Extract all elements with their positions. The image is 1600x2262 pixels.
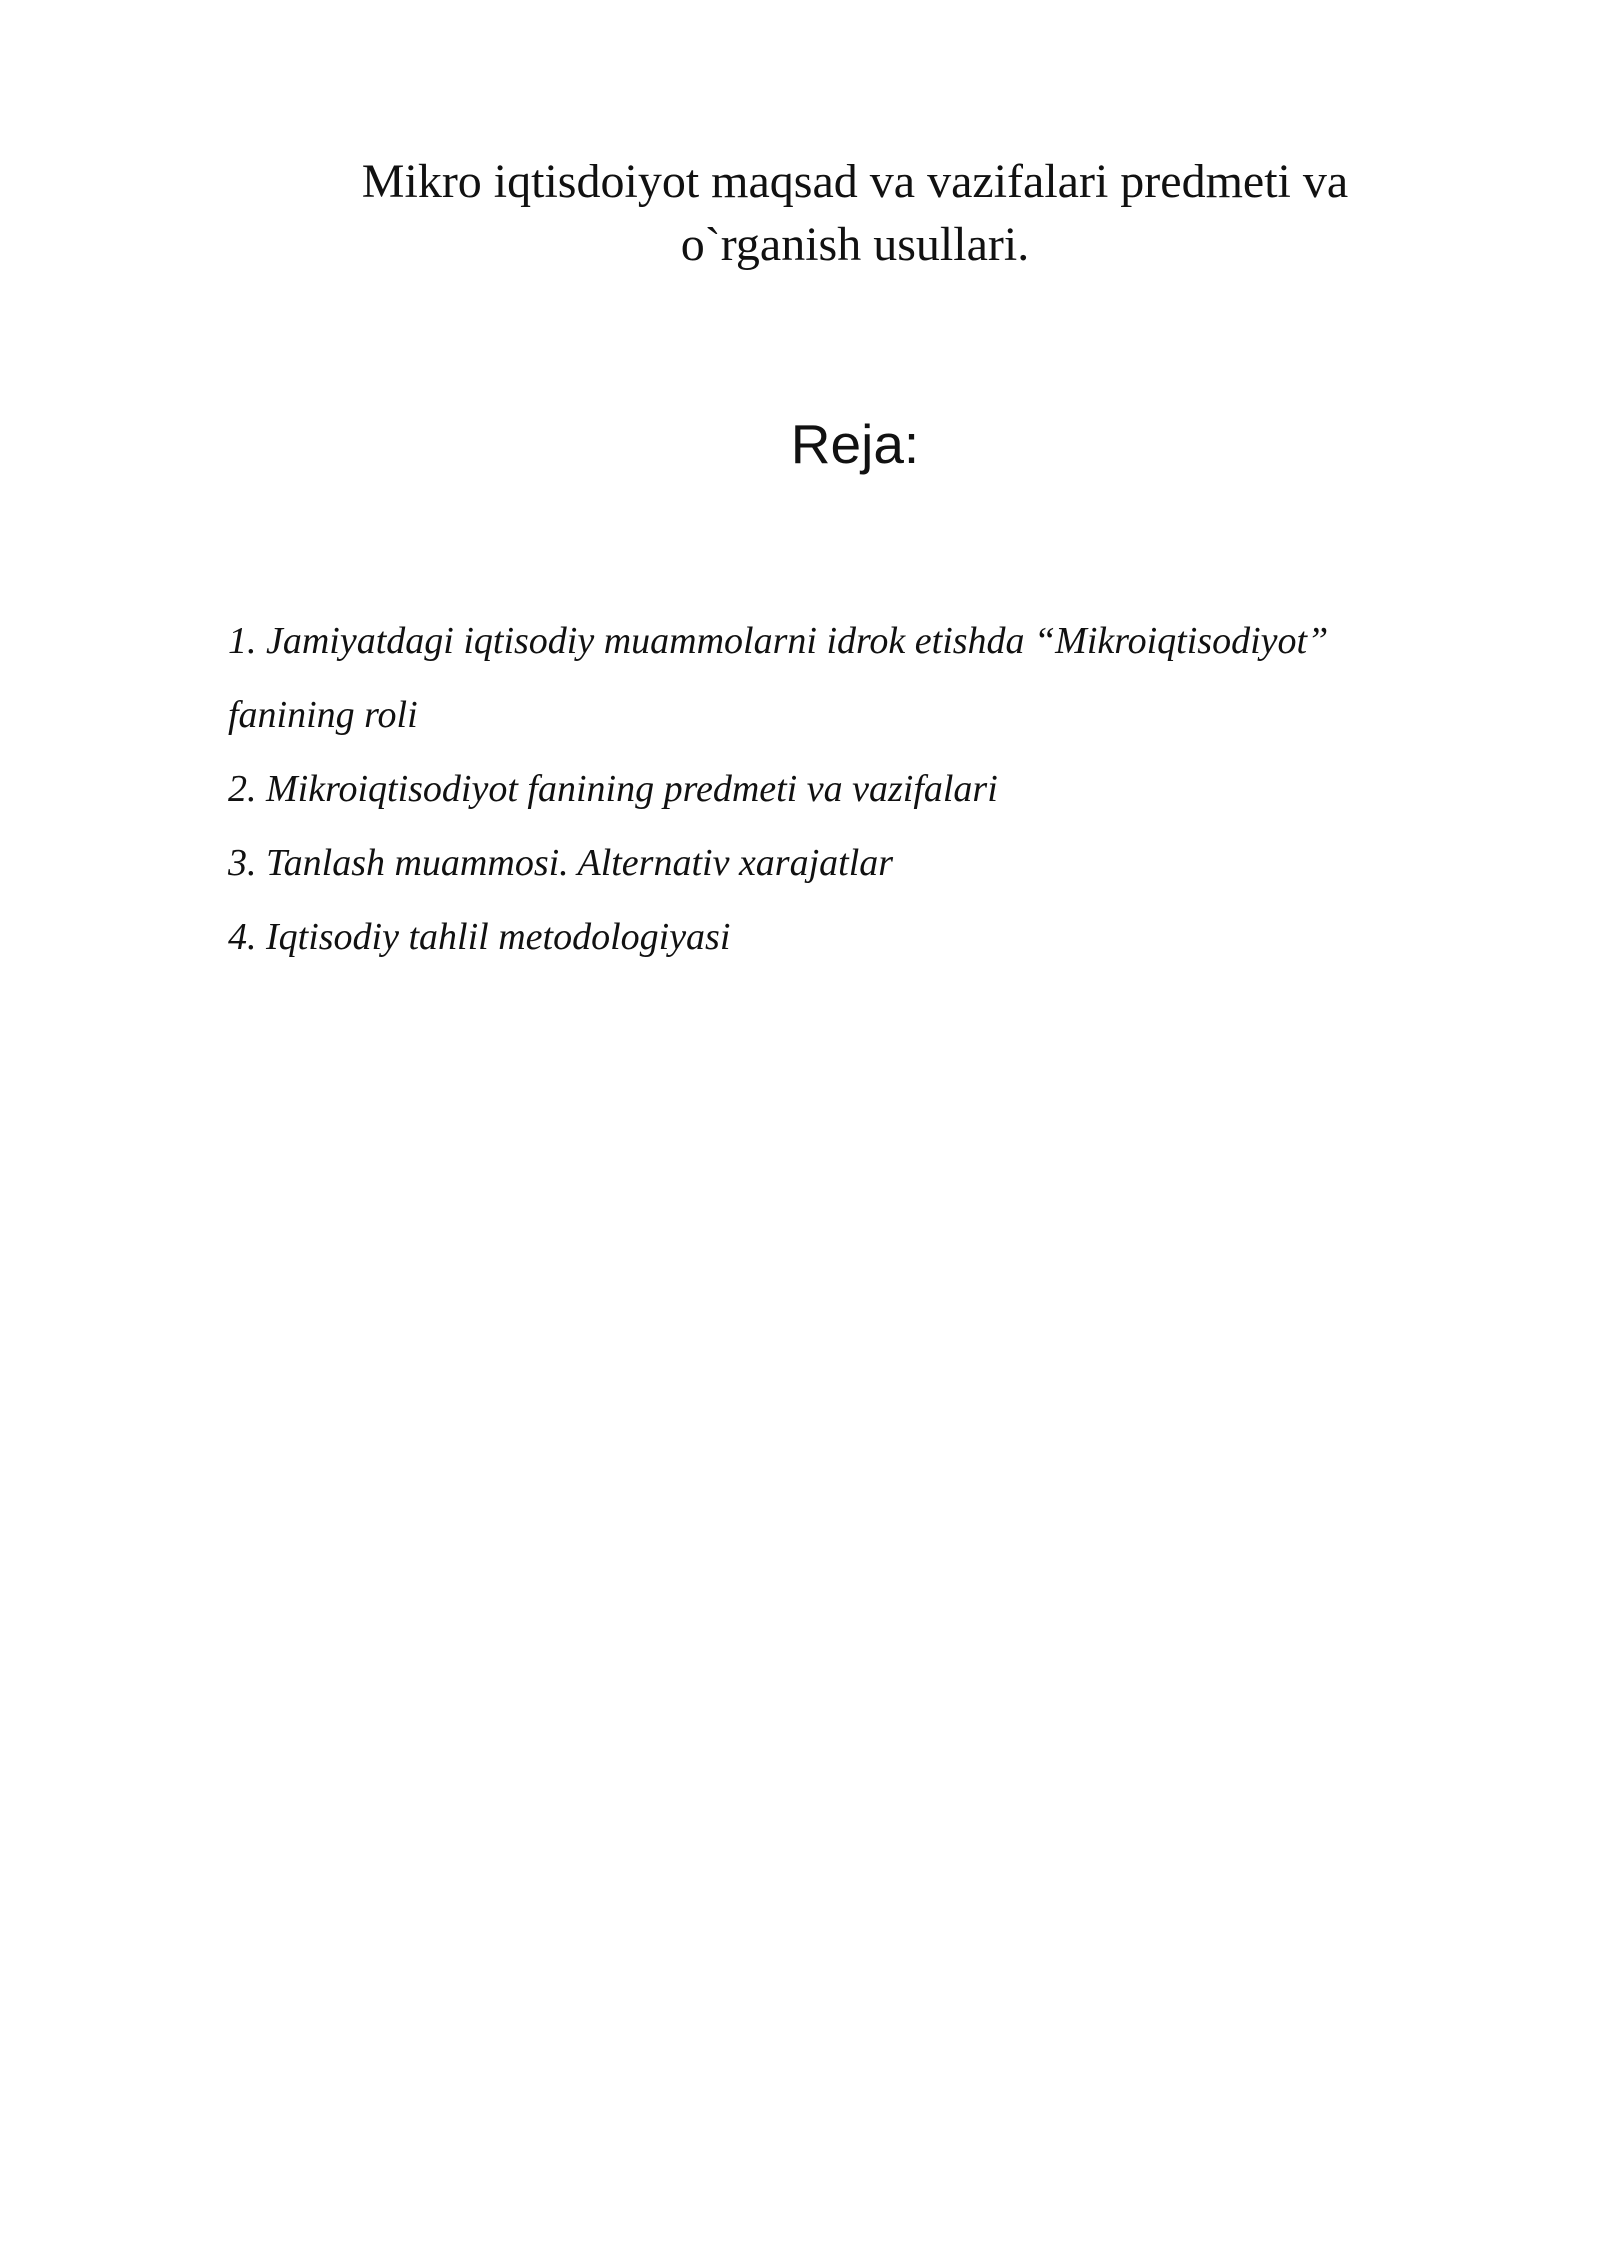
plan-heading: Reja: xyxy=(790,413,920,475)
plan-item-4 xyxy=(228,900,1528,974)
plan-item-1-line-1: 1. Jamiyatdagi iqtisodiy muammolarni idrok etishda “Mikroiqtisodiyot” xyxy=(228,620,1329,662)
plan-item-3 xyxy=(228,826,1528,900)
plan-item-1 xyxy=(228,604,1528,752)
plan-item-1-line-2: fanining roli xyxy=(228,694,418,736)
plan-item-2-text: 2. Mikroiqtisodiyot fanining predmeti va vazifalari xyxy=(228,768,998,810)
document-title-line-1: Mikro iqtisdoiyot maqsad va vazifalari predmeti va xyxy=(361,155,1349,208)
plan-list xyxy=(228,604,1528,974)
plan-item-3-text: 3. Tanlash muammosi. Alternativ xarajatlar xyxy=(228,842,894,884)
document-title-line-2: o`rganish usullari. xyxy=(680,218,1030,271)
document-title xyxy=(230,150,1480,276)
plan-item-4-text: 4. Iqtisodiy tahlil metodologiyasi xyxy=(228,916,731,958)
plan-item-2 xyxy=(228,752,1528,826)
